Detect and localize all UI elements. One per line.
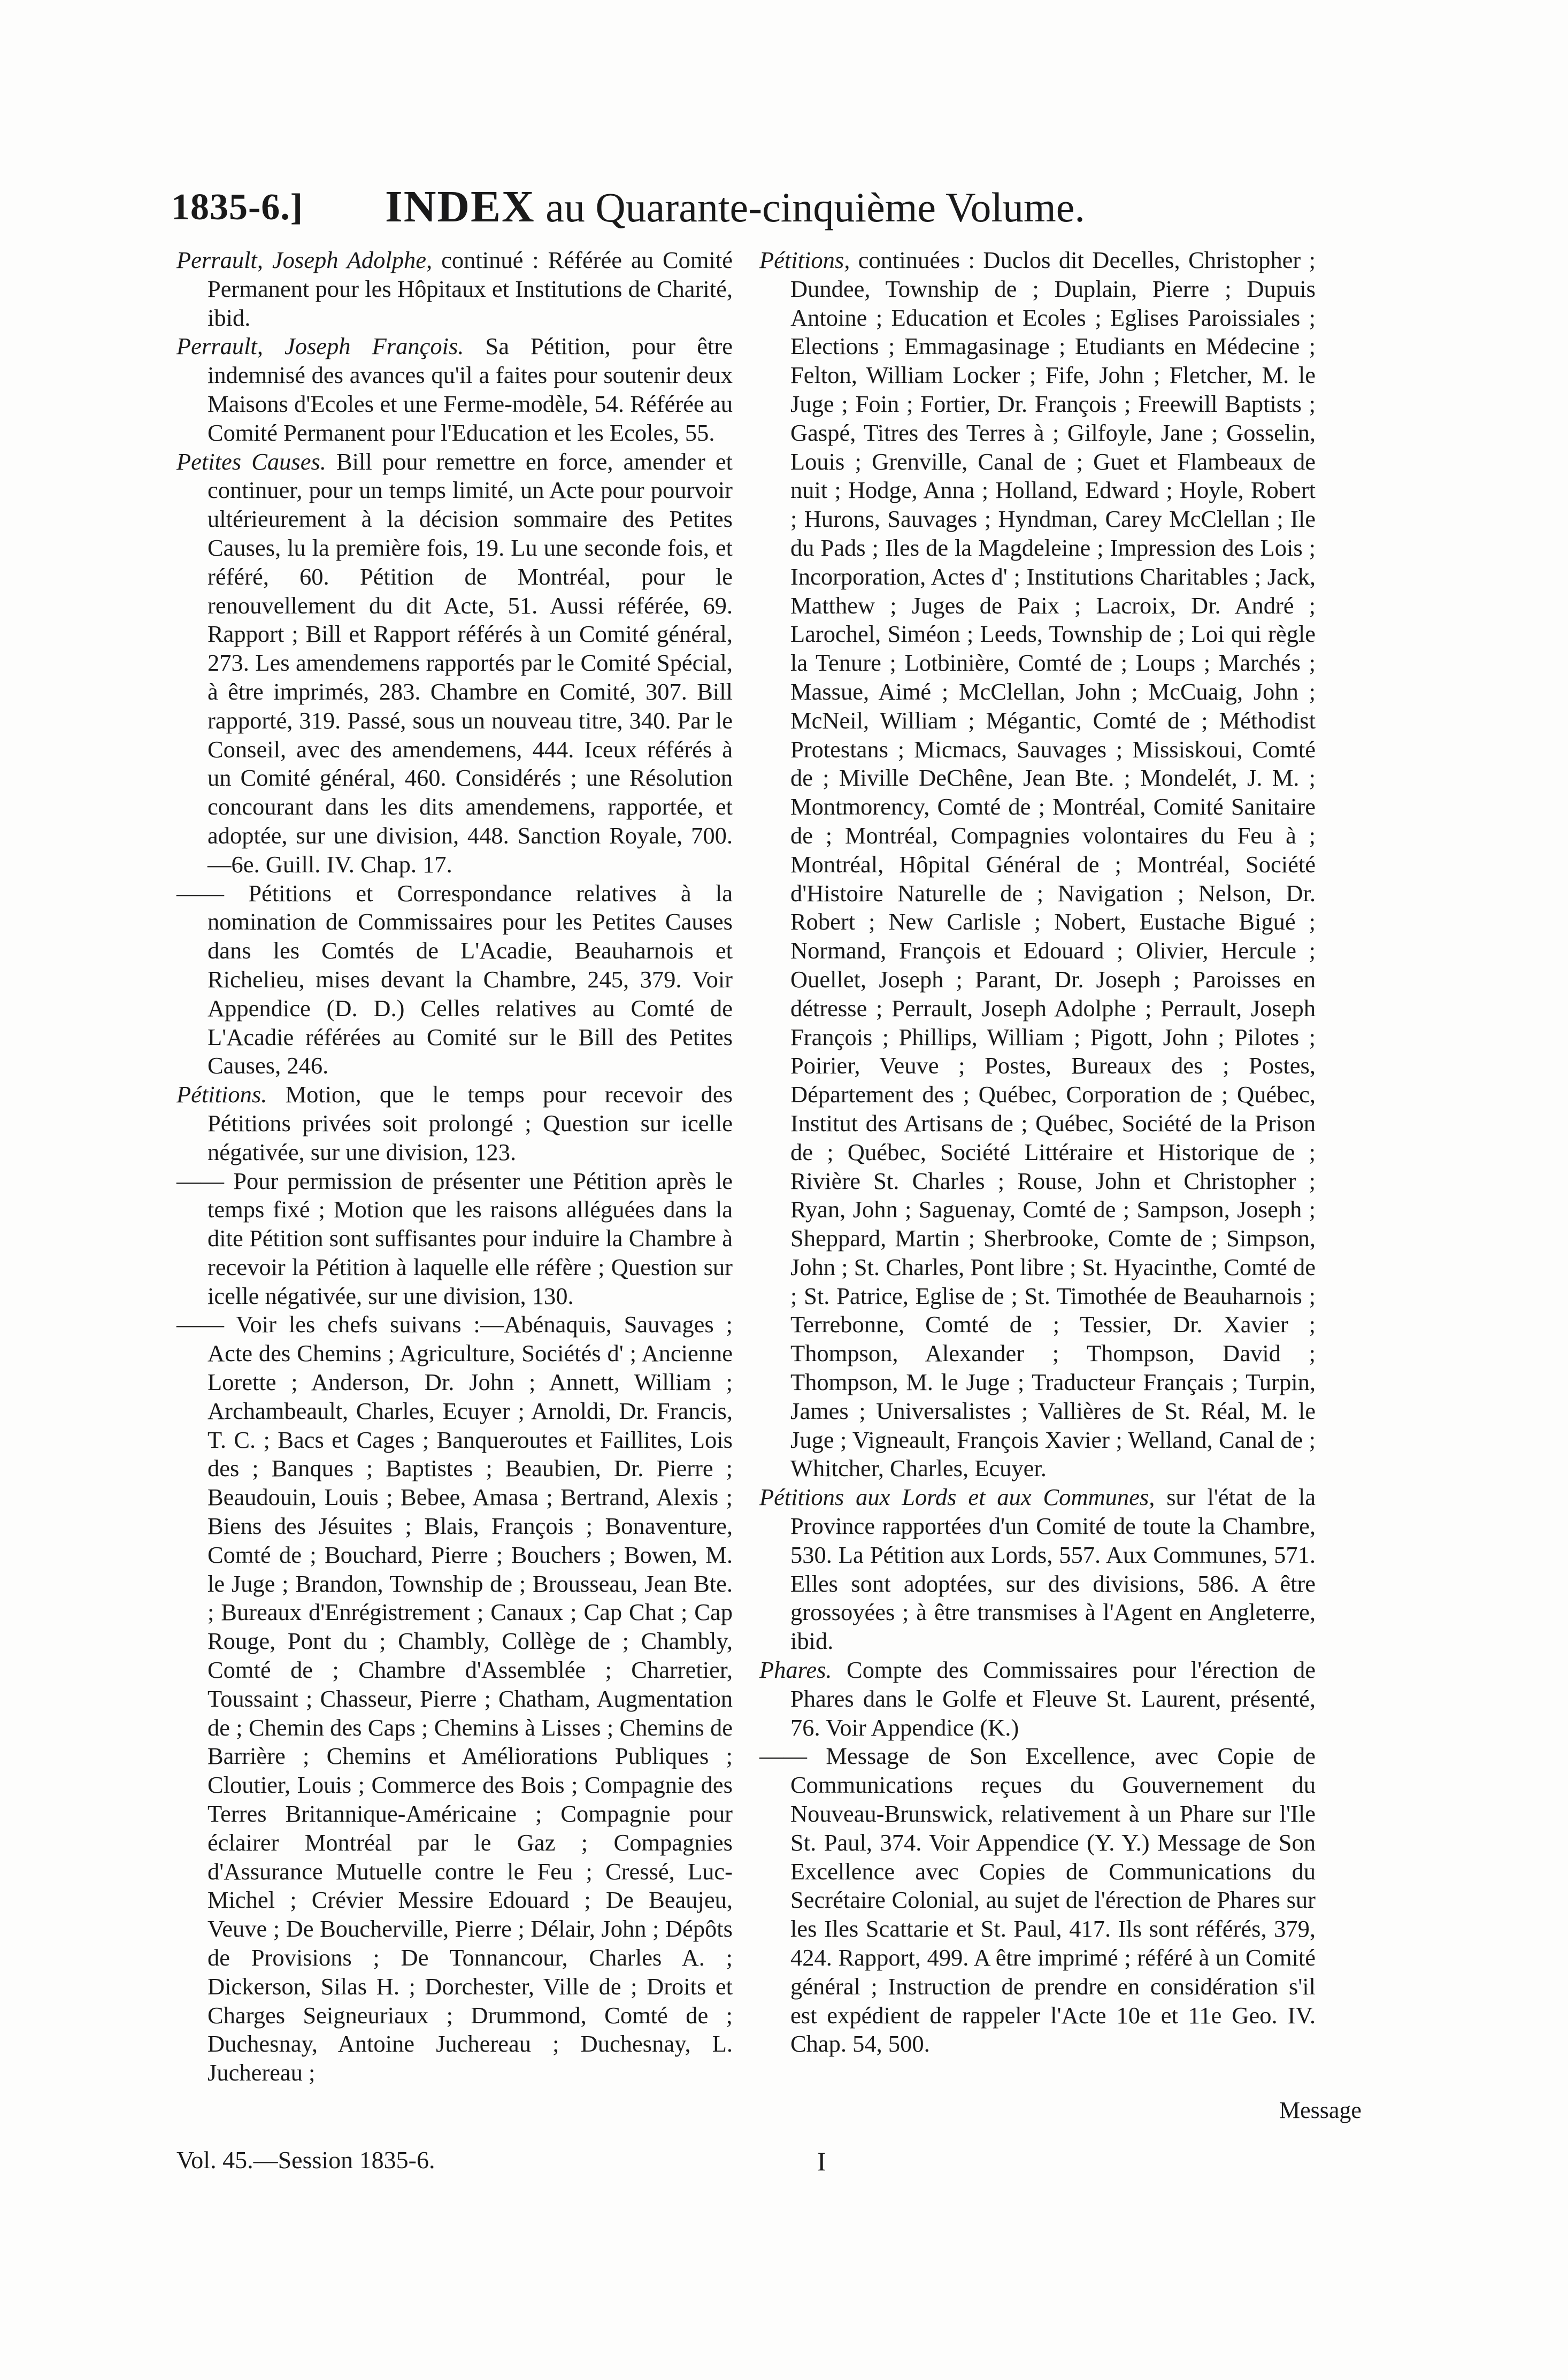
- entry-heading: Pétitions,: [759, 247, 850, 273]
- title-index-word: INDEX: [385, 182, 535, 232]
- entry-text: Sa Pétition, pour être indemnisé des avances qu'il a faites pour soutenir deux Maisons d'Ecoles et une Ferme-modèle, 54. Référée au Comité Permanent pour l'Education et les Ecoles, 55.: [207, 333, 733, 446]
- page-number: I: [817, 2146, 826, 2176]
- entry-text: Pétitions et Correspondance relatives à la nomination de Commissaires pour les Petites Causes dans les Comtés de L'Acadie, Beauharnois et Richelieu, mises devant la Chambre, 245, 379. Voir Appendice (D. D.) Celles relatives au Comté de L'Acadie référées au Comité sur le Bill des Petites Causes, 246.: [207, 879, 733, 1079]
- entry-heading: Phares.: [759, 1656, 832, 1684]
- entry-text: Pour permission de présenter une Pétition après le temps fixé ; Motion que les raisons alléguées dans la dite Pétition sont suffisantes pour induire la Chambre à recevoir la Pétition à laquelle elle réfère ; Question sur icelle négativée, sur une division, 130.: [207, 1167, 733, 1309]
- index-subentry: [759, 1742, 1316, 2059]
- entry-text: continuées : Duclos dit Decelles, Christopher ; Dundee, Township de ; Duplain, Pierre ; Dupuis Antoine ; Education et Ecoles ; Eglises Paroissiales ; Elections ; Emmagasinage ; Etudiants en Médecine ; Felton, William Locker ; Fife, John ; Fletcher, M. le Juge ; Foin ; Fortier, Dr. François ; Freewill Baptists ; Gaspé, Titres des Terres à ; Gilfoyle, Jane ; Gosselin, Louis ; Grenville, Canal de ; Guet et Flambeaux de nuit ; Hodge, Anna ; Holland, Edward ; Hoyle, Robert ; Hurons, Sauvages ; Hyndman, Carey McClellan ; Ile du Pads ; Iles de la Magdeleine ; Impression des Lois ; Incorporation, Actes d' ; Institutions Charitables ; Jack, Matthew ; Juges de Paix ; Lacroix, Dr. André ; Larochel, Siméon ; Leeds, Township de ; Loi qui règle la Tenure ; Lotbinière, Comté de ; Loups ; Marchés ; Massue, Aimé ; McClellan, John ; McCuaig, John ; McNeil, William ; Mégantic, Comté de ; Méthodist Protestans ; Micmacs, Sauvages ; Missiskoui, Comté de ; Miville DeChêne, Jean Bte. ; Mondelét, J. M. ; Montmorency, Comté de ; Montréal, Comité Sanitaire de ; Montréal, Compagnies volontaires du Feu à ; Montréal, Hôpital Général de ; Montréal, Société d'Histoire Naturelle de ; Navigation ; Nelson, Dr. Robert ; New Carlisle ; Nobert, Eustache Bigué ; Normand, François et Edouard ; Olivier, Hercule ; Ouellet, Joseph ; Parant, Dr. Joseph ; Paroisses en détresse ; Perrault, Joseph Adolphe ; Perrault, Joseph François ; Phillips, William ; Pigott, John ; Pilotes ; Poirier, Veuve ; Postes, Bureaux des ; Postes, Département des ; Québec, Corporation de ; Québec, Institut des Artisans de ; Québec, Société de la Prison de ; Québec, Société Littéraire et Historique de ; Rivière St. Charles ; Rouse, John et Christopher ; Ryan, John ; Saguenay, Comté de ; Sampson, Joseph ; Sheppard, Martin ; Sherbrooke, Comte de ; Simpson, John ; St. Charles, Pont libre ; St. Hyacinthe, Comté de ; St. Patrice, Eglise de ; St. Timothée de Beauharnois ; Terrebonne, Comté de ; Tessier, Dr. Xavier ; Thompson, Alexander ; Thompson, David ; Thompson, M. le Juge ; Traducteur Français ; Turpin, James ; Universalistes ; Vallières de St. Réal, M. le Juge ; Vigneault, François Xavier ; Welland, Canal de ; Whitcher, Charles, Ecuyer.: [790, 247, 1316, 1482]
- entry-dash: ——: [176, 1167, 224, 1194]
- entry-text: Motion, que le temps pour recevoir des Pétitions privées soit prolongé ; Question sur icelle négativée, sur une division, 123.: [207, 1081, 733, 1165]
- entry-dash: ——: [176, 1311, 224, 1338]
- right-column: [759, 246, 1316, 2059]
- volume-footer: Vol. 45.—Session 1835-6.: [176, 2146, 435, 2174]
- index-entry: [176, 332, 733, 447]
- title-rest: au Quarante-cinquième Volume.: [535, 184, 1085, 231]
- index-subentry: [176, 1310, 733, 2087]
- index-entry: [759, 1656, 1316, 1742]
- entry-text: Bill pour remettre en force, amender et continuer, pour un temps limité, un Acte pour pourvoir ultérieurement à la décision sommaire des Petites Causes, lu la première fois, 19. Lu une seconde fois, et référé, 60. Pétition de Montréal, pour le renouvellement du dit Acte, 51. Aussi référée, 69. Rapport ; Bill et Rapport référés à un Comité général, 273. Les amendemens rapportés par le Comité Spécial, à être imprimés, 283. Chambre en Comité, 307. Bill rapporté, 319. Passé, sous un nouveau titre, 340. Par le Conseil, avec des amendemens, 444. Iceux référés à un Comité général, 460. Considérés ; une Résolution concourant dans les dits amendemens, rapportée, et adoptée, sur une division, 448. Sanction Royale, 700.—6e. Guill. IV. Chap. 17.: [207, 448, 733, 878]
- index-entry: [759, 1483, 1316, 1656]
- page-title: [385, 181, 1085, 233]
- page-header: [171, 181, 1364, 240]
- entry-text: Voir les chefs suivans :—Abénaquis, Sauvages ; Acte des Chemins ; Agriculture, Sociétés d' ; Ancienne Lorette ; Anderson, Dr. John ; Annett, William ; Archambeault, Charles, Ecuyer ; Arnoldi, Dr. Francis, T. C. ; Bacs et Cages ; Banqueroutes et Faillites, Lois des ; Banques ; Baptistes ; Beaubien, Dr. Pierre ; Beaudouin, Louis ; Bebee, Amasa ; Bertrand, Alexis ; Biens des Jésuites ; Blais, François ; Bonaventure, Comté de ; Bouchard, Pierre ; Bouchers ; Bowen, M. le Juge ; Brandon, Township de ; Brousseau, Jean Bte. ; Bureaux d'Enrégistrement ; Canaux ; Cap Chat ; Cap Rouge, Pont du ; Chambly, Collège de ; Chambly, Comté de ; Chambre d'Assemblée ; Charretier, Toussaint ; Chasseur, Pierre ; Chatham, Augmentation de ; Chemin des Caps ; Chemins à Lisses ; Chemins de Barrière ; Chemins et Améliorations Publiques ; Cloutier, Louis ; Commerce des Bois ; Compagnie des Terres Britannique-Américaine ; Compagnie pour éclairer Montréal par le Gaz ; Compagnies d'Assurance Mutuelle contre le Feu ; Cressé, Luc-Michel ; Crévier Messire Edouard ; De Beaujeu, Veuve ; De Boucherville, Pierre ; Délair, John ; Dépôts de Provisions ; De Tonnancour, Charles A. ; Dickerson, Silas H. ; Dorchester, Ville de ; Droits et Charges Seigneuriaux ; Drummond, Comté de ; Duchesnay, Antoine Juchereau ; Duchesnay, L. Juchereau ;: [207, 1311, 733, 2086]
- session-label: 1835-6.]: [171, 187, 304, 228]
- entry-text: continué : Référée au Comité Permanent pour les Hôpitaux et Institutions de Charité, ibid.: [207, 247, 733, 331]
- entry-text: Message de Son Excellence, avec Copie de Communications reçues du Gouvernement du Nouveau-Brunswick, relativement à un Phare sur l'Ile St. Paul, 374. Voir Appendice (Y. Y.) Message de Son Excellence avec Copies de Communications du Secrétaire Colonial, au sujet de l'érection de Phares sur les Iles Scattarie et St. Paul, 417. Ils sont référés, 379, 424. Rapport, 499. A être imprimé ; référé à un Comité général ; Instruction de prendre en considération s'il est expédient de rappeler l'Acte 10e et 11e Geo. IV. Chap. 54, 500.: [790, 1742, 1316, 2057]
- index-entry: [176, 1080, 733, 1166]
- index-subentry: [176, 1167, 733, 1311]
- entry-heading: Pétitions aux Lords et aux Communes,: [759, 1484, 1155, 1511]
- index-entry: [176, 448, 733, 879]
- entry-heading: Perrault, Joseph Adolphe,: [176, 247, 433, 273]
- entry-text: Compte des Commissaires pour l'érection de Phares dans le Golfe et Fleuve St. Laurent, présenté, 76. Voir Appendice (K.): [790, 1656, 1316, 1741]
- index-entry: [176, 246, 733, 332]
- entry-text: sur l'état de la Province rapportées d'un Comité de toute la Chambre, 530. La Pétition aux Lords, 557. Aux Communes, 571. Elles sont adoptées, sur des divisions, 586. A être grossoyées ; à être transmises à l'Agent en Angleterre, ibid.: [790, 1484, 1316, 1655]
- left-column: [176, 246, 733, 2087]
- entry-dash: ——: [176, 879, 224, 907]
- index-subentry: [176, 879, 733, 1081]
- entry-dash: ——: [759, 1742, 807, 1770]
- entry-heading: Perrault, Joseph François.: [176, 333, 464, 360]
- entry-heading: Petites Causes.: [176, 448, 326, 475]
- index-entry: [759, 246, 1316, 1483]
- entry-heading: Pétitions.: [176, 1081, 267, 1108]
- catchword: Message: [1279, 2097, 1362, 2123]
